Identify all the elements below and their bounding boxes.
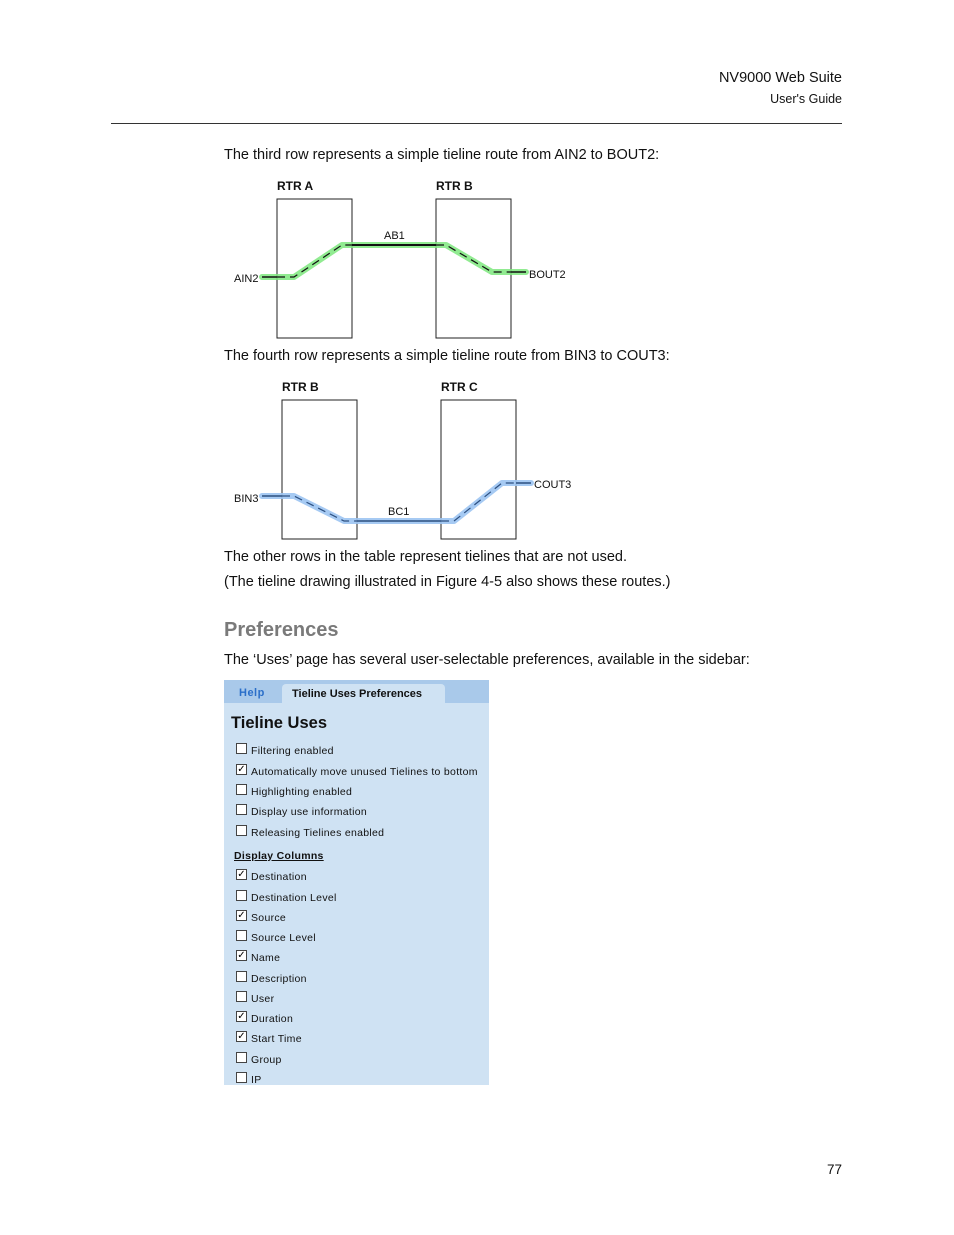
display-columns-heading: Display Columns — [234, 850, 324, 862]
tieline-diagram-ain2-bout2 — [224, 175, 604, 345]
input-bin3-label: BIN3 — [234, 493, 259, 505]
checkbox[interactable] — [236, 825, 247, 836]
tieline-diagram-bin3-cout3 — [224, 376, 604, 546]
input-ain2-label: AIN2 — [234, 273, 259, 285]
checkbox[interactable] — [236, 971, 247, 982]
checkbox[interactable] — [236, 991, 247, 1002]
router-a-label: RTR A — [277, 179, 314, 193]
option-label: Display use information — [251, 806, 368, 818]
column-label: Source — [251, 912, 287, 924]
column-label: Group — [251, 1054, 282, 1066]
checkbox[interactable]: ✓ — [237, 1011, 246, 1022]
column-label: Source Level — [251, 932, 316, 944]
router-b-box — [436, 199, 511, 338]
tab-tieline-uses-preferences[interactable] — [282, 684, 445, 704]
option-label: Automatically move unused Tielines to bottom — [251, 766, 478, 778]
document-title: NV9000 Web Suite — [718, 70, 842, 86]
checkbox[interactable] — [236, 890, 247, 901]
checkbox[interactable] — [236, 930, 247, 941]
checkbox[interactable] — [236, 784, 247, 795]
checkbox[interactable] — [236, 1072, 247, 1083]
checkbox[interactable]: ✓ — [237, 1031, 246, 1042]
router-b-label: RTR B — [436, 179, 473, 193]
output-bout2-label: BOUT2 — [529, 269, 566, 281]
column-label: Name — [251, 952, 281, 964]
figure-reference-paragraph: (The tieline drawing illustrated in Figure 4-5 also shows these routes.) — [224, 574, 671, 590]
column-label: Start Time — [251, 1033, 302, 1045]
other-rows-paragraph: The other rows in the table represent tielines that are not used. — [224, 549, 628, 565]
tieline-ab1-label: AB1 — [384, 230, 405, 242]
column-label: User — [251, 993, 275, 1005]
column-label: Destination — [251, 871, 307, 883]
panel-title: Tieline Uses — [231, 714, 327, 732]
uses-intro-paragraph: The ‘Uses’ page has several user-selectable preferences, available in the sidebar: — [224, 652, 750, 668]
third-row-paragraph: The third row represents a simple tieline route from AIN2 to BOUT2: — [224, 147, 660, 163]
option-label: Filtering enabled — [251, 745, 334, 757]
tab-help[interactable]: Help — [239, 687, 265, 699]
header-divider — [111, 123, 842, 124]
output-cout3-label: COUT3 — [534, 479, 572, 491]
tab-tieline-uses-preferences-label: Tieline Uses Preferences — [292, 688, 423, 700]
router-b-label-2: RTR B — [282, 380, 319, 394]
option-label: Highlighting enabled — [251, 786, 353, 798]
page-number: 77 — [826, 1162, 842, 1177]
column-label: Destination Level — [251, 892, 337, 904]
checkbox[interactable] — [236, 1052, 247, 1063]
column-label: IP — [251, 1074, 262, 1085]
checkbox[interactable] — [236, 743, 247, 754]
tieline-bc1-label: BC1 — [388, 506, 410, 518]
router-c-label: RTR C — [441, 380, 478, 394]
section-heading: Preferences — [224, 619, 339, 641]
option-label: Releasing Tielines enabled — [251, 827, 385, 839]
tab-bar — [224, 680, 489, 703]
document-subtitle: User's Guide — [770, 92, 842, 106]
checkbox[interactable] — [236, 804, 247, 815]
checkbox[interactable]: ✓ — [237, 910, 246, 921]
router-a-box — [277, 199, 352, 338]
checkbox[interactable]: ✓ — [237, 869, 246, 880]
column-label: Description — [251, 973, 307, 985]
column-label: Duration — [251, 1013, 294, 1025]
fourth-row-paragraph: The fourth row represents a simple tieline route from BIN3 to COUT3: — [224, 348, 670, 364]
checkbox[interactable]: ✓ — [237, 764, 246, 775]
checkbox[interactable]: ✓ — [237, 950, 246, 961]
preferences-panel — [224, 680, 489, 1085]
